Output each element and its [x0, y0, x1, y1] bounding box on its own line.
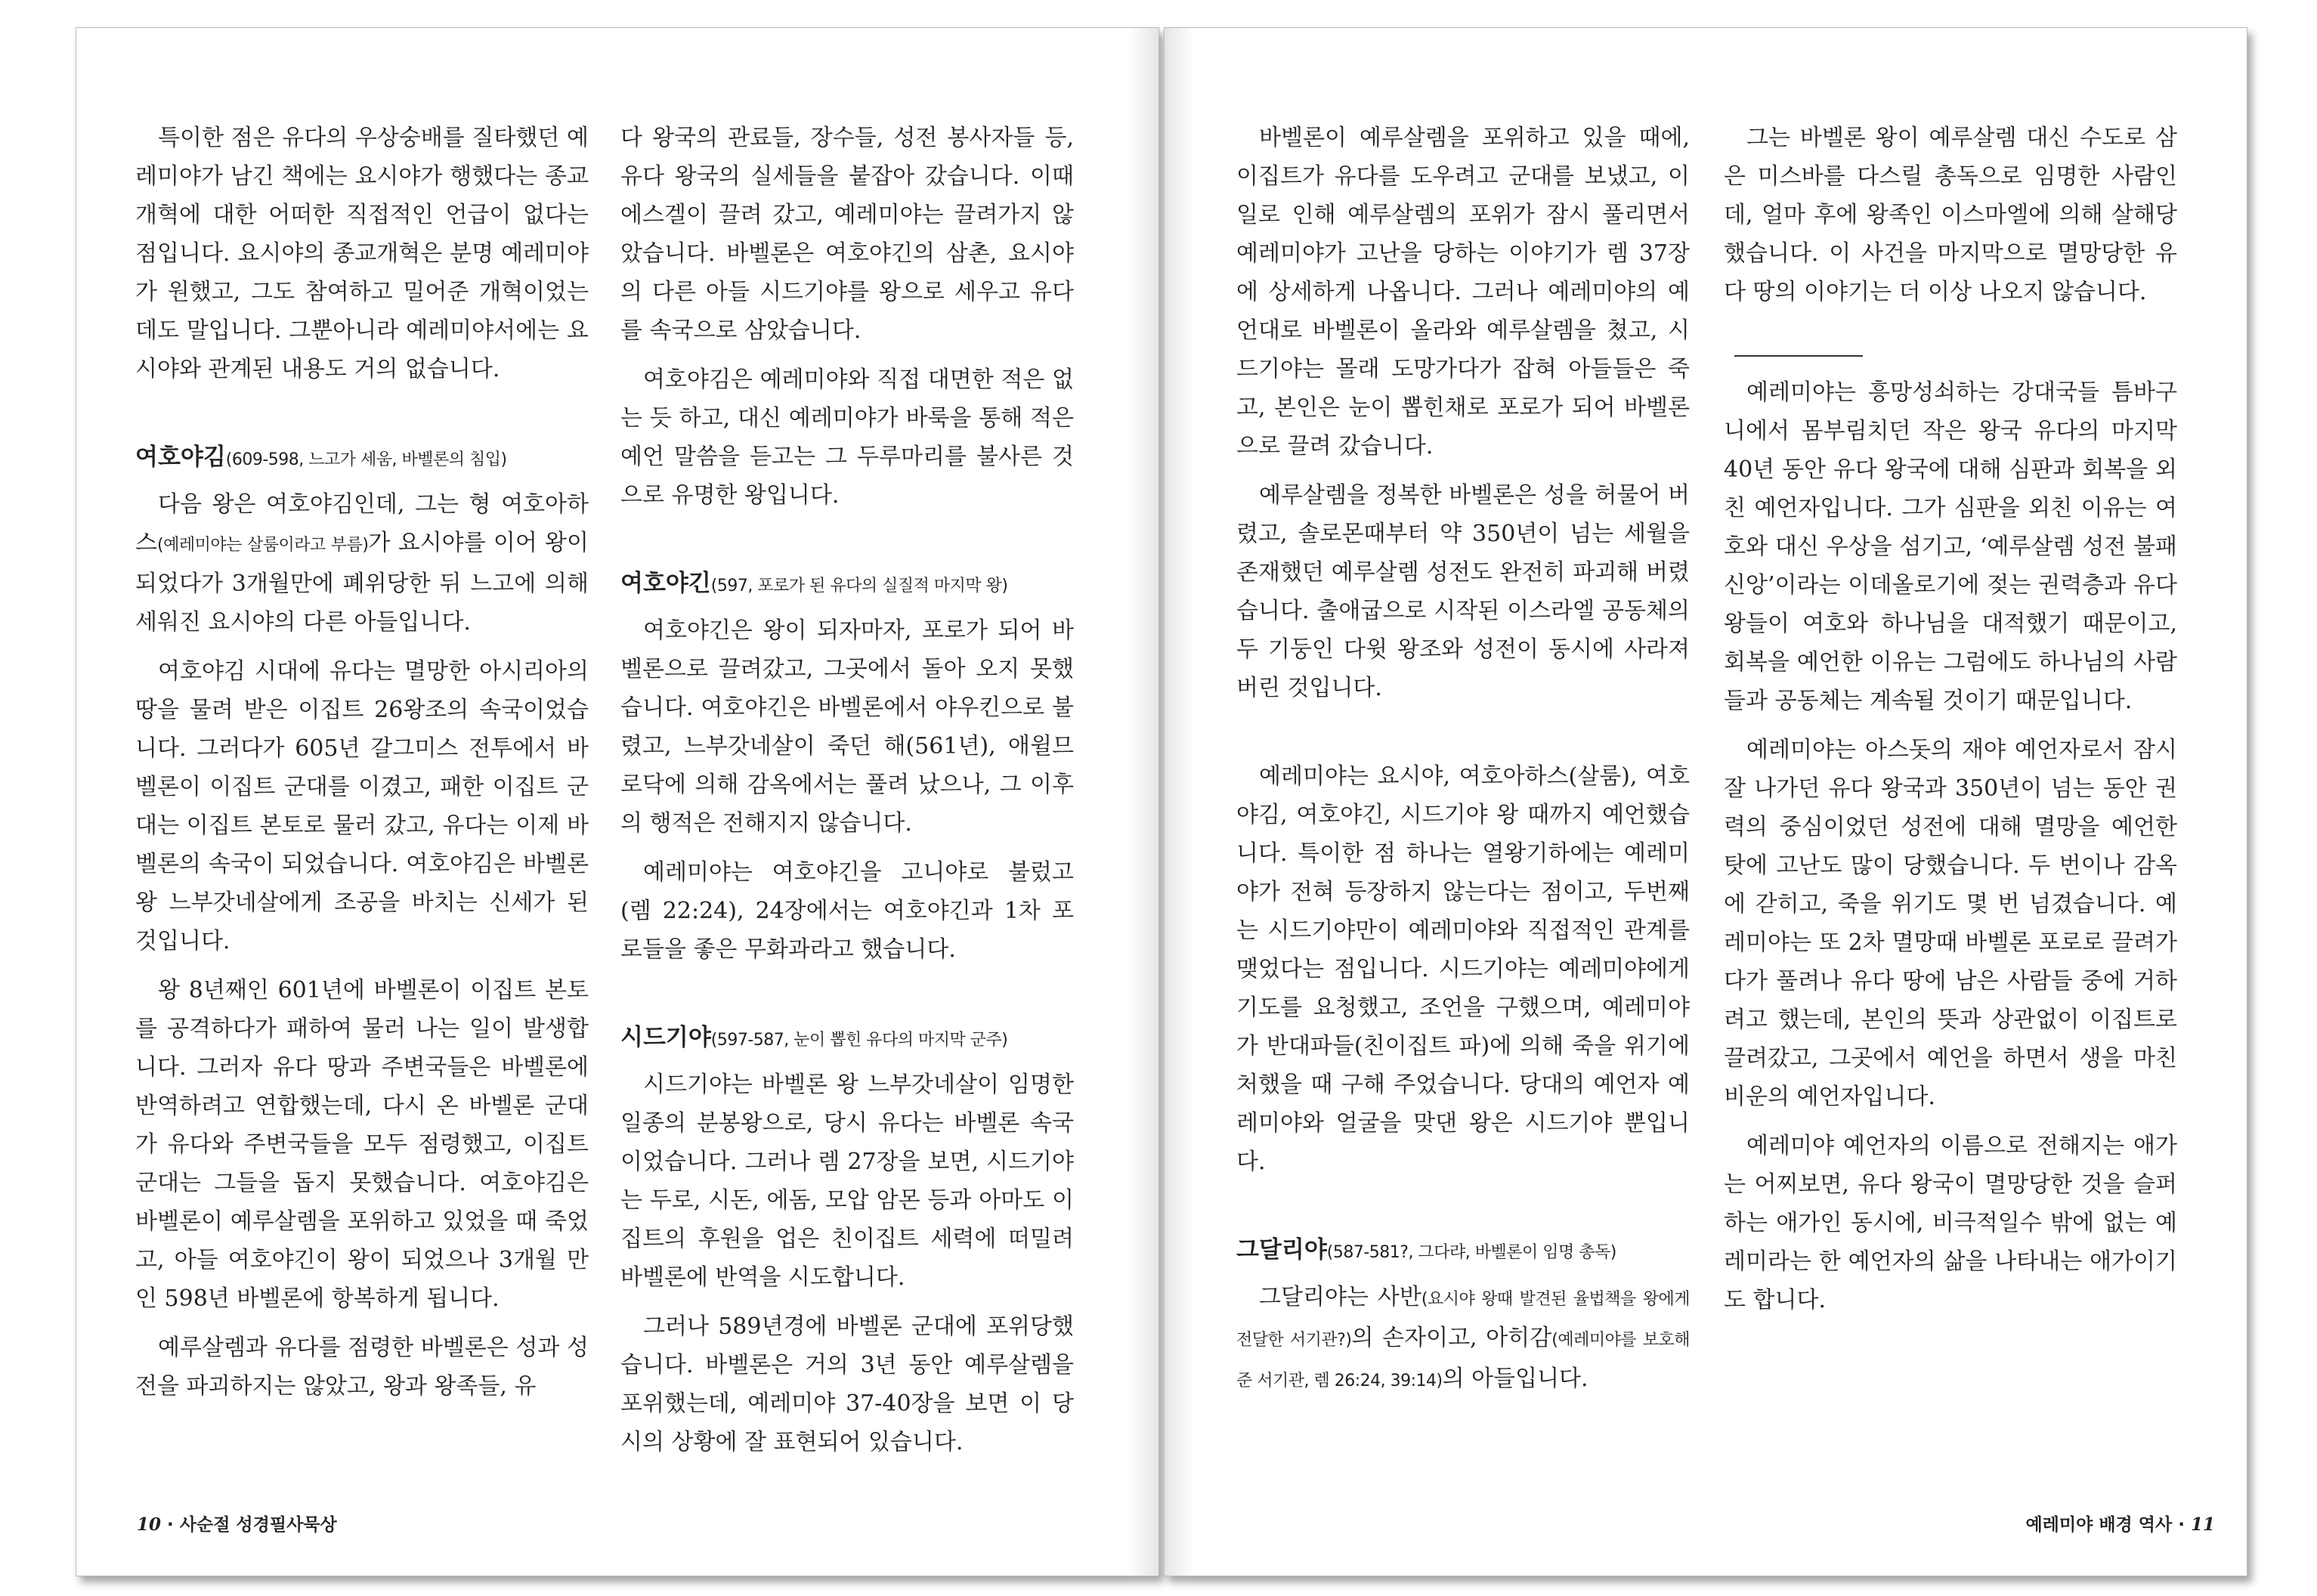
- paragraph: 예레미야는 아스돗의 재야 예언자로서 잠시 잘 나가던 유다 왕국과 350년이 넘는 동안 권력의 중심이었던 성전에 대해 멸망을 예언한 탓에 고난도 많이 당했습니다. 두 번이나 감옥에 갇히고, 죽을 위기도 몇 번 넘겼습니다. 예레미야는 또 2차 멸망때 바벨론 포로로 끌려가다가 풀려나 유다 땅에 남은 사람들 중에 거하려고 했는데, 본인의 뜻과 상관없이 이집트로 끌려갔고, 그곳에서 예언을 하면서 생을 마친 비운의 예언자입니다.: [1724, 737, 2177, 1110]
- heading-subtitle: (597-587, 눈이 뽑힌 유다의 마지막 군주): [710, 1031, 1008, 1050]
- right-column-2: [1724, 119, 2177, 1502]
- left-column-2: [620, 119, 1074, 1502]
- paragraph: 왕 8년째인 601년에 바벨론이 이집트 본토를 공격하다가 패하여 물러 나는 일이 발생합니다. 그러자 유다 땅과 주변국들은 바벨론에 반역하려고 연합했는데, 다시 온 바벨론 군대가 유다와 주변국들을 모두 점령했고, 이집트군대는 그들을 돕지 못했습니다. 여호야김은 바벨론이 예루살렘을 포위하고 있었을 때 죽었고, 아들 여호야긴이 왕이 되었으나 3개월 만인 598년 바벨론에 항복하게 됩니다.: [135, 977, 589, 1312]
- heading-subtitle: (587-581?, 그다랴, 바벨론이 임명 총독): [1326, 1243, 1616, 1262]
- paragraph: [1236, 1278, 1690, 1400]
- spine-shadow: [1165, 28, 1195, 1576]
- heading-subtitle: (597, 포로가 된 유다의 실질적 마지막 왕): [710, 577, 1008, 595]
- paragraph: 특이한 점은 유다의 우상숭배를 질타했던 예레미야가 남긴 책에는 요시야가 행했다는 종교개혁에 대한 어떠한 직접적인 언급이 없다는 점입니다. 요시야의 종교개혁은 분명 예레미야가 원했고, 그도 참여하고 밀어준 개혁이었는데도 말입니다. 그뿐아니라 예레미야서에는 요시야와 관계된 내용도 거의 없습니다.: [135, 125, 589, 382]
- section-heading-zedekiah: [620, 1019, 1074, 1059]
- paragraph: 예루살렘과 유다를 점령한 바벨론은 성과 성전을 파괴하지는 않았고, 왕과 왕족들, 유: [135, 1335, 589, 1400]
- paragraph: 예루살렘을 정복한 바벨론은 성을 허물어 버렸고, 솔로몬때부터 약 350년이 넘는 세월을 존재했던 예루살렘 성전도 완전히 파괴해 버렸습니다. 출애굽으로 시작된 이스라엘 공동체의 두 기둥인 다윗 왕조와 성전이 동시에 사라져 버린 것입니다.: [1236, 482, 1690, 701]
- text: 의 아들입니다.: [1442, 1366, 1588, 1392]
- text: 가 요시야를 이어 왕이 되었다가 3개월만에 폐위당한 뒤 느고에 의해 세워진 요시야의 다른 아들입니다.: [135, 530, 589, 636]
- paragraph: 예레미야 예언자의 이름으로 전해지는 애가는 어찌보면, 유다 왕국이 멸망당한 것을 슬퍼하는 애가인 동시에, 비극적일수 밖에 없는 예레미라는 한 예언자의 삶을 나타내는 애가이기도 합니다.: [1724, 1133, 2177, 1313]
- text: 다음 왕은 여호야김인데, 그는 형 여호아하스: [135, 491, 589, 556]
- paragraph: 예레미야는 흥망성쇠하는 강대국들 틈바구니에서 몸부림치던 작은 왕국 유다의 마지막 40년 동안 유다 왕국에 대해 심판과 회복을 외친 예언자입니다. 그가 심판을 외친 이유는 여호와 대신 우상을 섬기고, ‘예루살렘 성전 불패 신앙’이라는 이데올로기에 젖는 권력층과 유다 왕들이 여호와 하나님을 대적했기 때문이고, 회복을 예언한 이유는 그럼에도 하나님의 사람들과 공동체는 계속될 것이기 때문입니다.: [1724, 379, 2177, 714]
- paragraph: 다 왕국의 관료들, 장수들, 성전 봉사자들 등, 유다 왕국의 실세들을 붙잡아 갔습니다. 이때 에스겔이 끌려 갔고, 예레미야는 끌려가지 않았습니다. 바벨론은 여호야긴의 삼촌, 요시야의 다른 아들 시드기야를 왕으로 세우고 유다를 속국으로 삼았습니다.: [620, 125, 1074, 344]
- paragraph: 예레미야는 여호야긴을 고니야로 불렀고 (렘 22:24), 24장에서는 여호야긴과 1차 포로들을 좋은 무화과라고 했습니다.: [620, 859, 1074, 963]
- spacer: [1236, 1192, 1690, 1231]
- left-column-1: [135, 119, 589, 1502]
- paragraph: 바벨론이 예루살렘을 포위하고 있을 때에, 이집트가 유다를 도우려고 군대를 보냈고, 이 일로 인해 예루살렘의 포위가 잠시 풀리면서 예레미야가 고난을 당하는 이야기가 렘 37장에 상세하게 나옵니다. 그러나 예레미야의 예언대로 바벨론이 올라와 예루살렘을 쳤고, 시드기야는 몰래 도망가다가 잡혀 아들들은 죽고, 본인은 눈이 뽑힌채로 포로가 되어 바벨론으로 끌려 갔습니다.: [1236, 125, 1690, 459]
- page-number: 11: [2190, 1514, 2215, 1535]
- spacer: [135, 399, 589, 438]
- paragraph: 여호야긴은 왕이 되자마자, 포로가 되어 바벨론으로 끌려갔고, 그곳에서 돌아 오지 못했습니다. 여호야긴은 바벨론에서 야우킨으로 불렸고, 느부갓네살이 죽던 해(561년), 애윌므로닥에 의해 감옥에서는 풀려 났으나, 그 이후의 행적은 전해지지 않습니다.: [620, 617, 1074, 837]
- paragraph: 예레미야는 요시야, 여호아하스(살룸), 여호야김, 여호야긴, 시드기야 왕 때까지 예언했습니다. 특이한 점 하나는 열왕기하에는 예레미야가 전혀 등장하지 않는다는 점이고, 두번째는 시드기야만이 예레미야와 직접적인 관계를 맺었다는 점입니다. 시드기야는 예레미야에게 기도를 요청했고, 조언을 구했으며, 예레미야가 반대파들(친이집트 파)에 의해 죽을 위기에 처했을 때 구해 주었습니다. 당대의 예언자 예레미야와 얼굴을 맞댄 왕은 시드기야 뿐입니다.: [1236, 763, 1690, 1175]
- section-heading-gedaliah: [1236, 1231, 1690, 1272]
- running-title: · 사순절 성경필사묵상: [167, 1515, 337, 1535]
- heading-title: 여호야김: [135, 444, 226, 471]
- spacer: [620, 979, 1074, 1019]
- right-column-1: [1236, 119, 1690, 1502]
- parenthetical-note: (요시야 왕때 발견된 율법책을 왕에게 전달한 서기관?): [1236, 1290, 1690, 1350]
- spacer: [620, 525, 1074, 564]
- section-divider: [1734, 355, 1863, 357]
- section-heading-jehoiakim: [135, 438, 589, 479]
- paragraph: 시드기야는 바벨론 왕 느부갓네살이 임명한 일종의 분봉왕으로, 당시 유다는 바벨론 속국이었습니다. 그러나 렘 27장을 보면, 시드기야는 두로, 시돈, 에돔, 모압 암몬 등과 아마도 이집트의 후원을 업은 친이집트 세력에 떠밀려 바벨론에 반역을 시도합니다.: [620, 1072, 1074, 1291]
- page-footer-right: [2025, 1511, 2215, 1536]
- running-title: 예레미야 배경 역사 ·: [2025, 1515, 2185, 1535]
- section-heading-jehoiachin: [620, 564, 1074, 605]
- text: 의 손자이고, 아히감: [1351, 1325, 1552, 1351]
- paragraph: [135, 485, 589, 642]
- paragraph: 그는 바벨론 왕이 예루살렘 대신 수도로 삼은 미스바를 다스릴 총독으로 임명한 사람인데, 얼마 후에 왕족인 이스마엘에 의해 살해당했습니다. 이 사건을 마지막으로 멸망당한 유다 땅의 이야기는 더 이상 나오지 않습니다.: [1724, 125, 2177, 305]
- heading-title: 여호야긴: [620, 570, 711, 597]
- paragraph: 여호야김은 예레미야와 직접 대면한 적은 없는 듯 하고, 대신 예레미야가 바룩을 통해 적은 예언 말씀을 듣고는 그 두루마리를 불사른 것으로 유명한 왕입니다.: [620, 367, 1074, 509]
- spine-shadow: [1128, 28, 1158, 1576]
- paragraph: 그러나 589년경에 바벨론 군대에 포위당했습니다. 바벨론은 거의 3년 동안 예루살렘을 포위했는데, 예레미야 37-40장을 보면 이 당시의 상황에 잘 표현되어 있습니다.: [620, 1313, 1074, 1455]
- heading-title: 시드기야: [620, 1024, 711, 1051]
- parenthetical-note: (예레미야를 보호해 준 서기관, 렘 26:24, 39:14): [1236, 1331, 1690, 1390]
- heading-subtitle: (609-598, 느고가 세움, 바벨론의 침입): [225, 450, 507, 469]
- heading-title: 그달리야: [1236, 1236, 1327, 1264]
- text: 그달리야는 사반: [1259, 1284, 1421, 1310]
- spacer: [1236, 718, 1690, 757]
- right-page: [1164, 27, 2247, 1576]
- page-footer-left: [137, 1511, 337, 1536]
- left-page: [76, 27, 1159, 1576]
- paragraph: 여호야김 시대에 유다는 멸망한 아시리아의 땅을 물려 받은 이집트 26왕조의 속국이었습니다. 그러다가 605년 갈그미스 전투에서 바벨론이 이집트 군대를 이겼고, 패한 이집트 군대는 이집트 본토로 물러 갔고, 유다는 이제 바벨론의 속국이 되었습니다. 여호야김은 바벨론 왕 느부갓네살에게 조공을 바치는 신세가 된 것입니다.: [135, 658, 589, 954]
- parenthetical-note: (예레미야는 살룸이라고 부름): [156, 536, 369, 555]
- page-number: 10: [137, 1514, 162, 1535]
